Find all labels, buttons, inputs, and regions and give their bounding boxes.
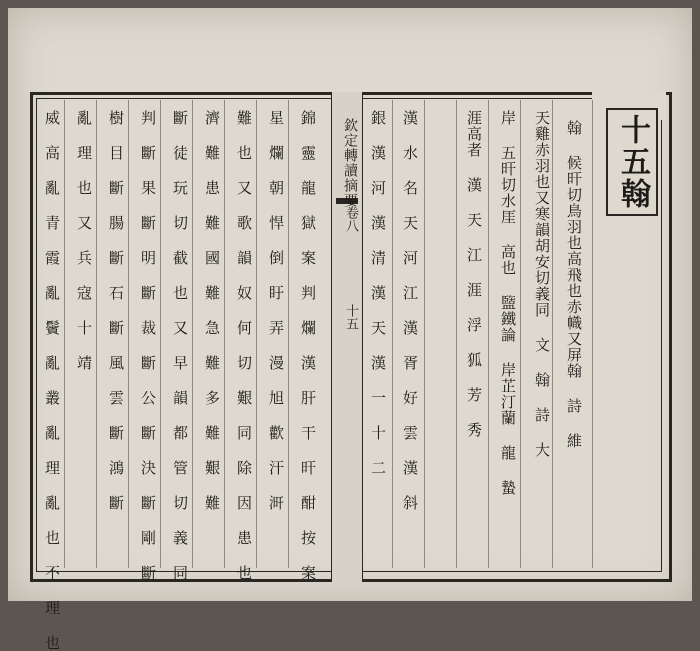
text-column: 天雞赤羽也又寒韻胡安切義同 文 翰 詩 大 [533,110,551,458]
page-number: 十五 [343,304,358,330]
text-column: 難 也 又 歌 韻 奴 何 切 艱 同 除 因 患 也 [235,110,253,581]
text-column: 星 爛 朝 悍 倒 盱 弄 漫 旭 歡 汗 涆 [267,110,285,511]
text-column: 錦 靈 龍 獄 案 判 爛 漢 肝 干 旰 酣 按 案 [299,110,317,581]
book-title: 欽定轉讀摘要 [342,118,358,208]
text-column: 樹 目 斷 腸 斷 石 斷 風 雲 斷 鴻 斷 [107,110,125,511]
text-column: 判 斷 果 斷 明 斷 裁 斷 公 斷 決 斷 剛 斷 [139,110,157,581]
text-column: 翰 候旰切鳥羽也高飛也赤幟又屏翰 詩 維 [565,120,583,449]
text-column: 亂 理 也 又 兵 寇 十 靖 [75,110,93,371]
text-column: 岸 五旰切水厓 高也 盬鐵論 岸芷汀蘭 龍 蟄 [499,110,517,496]
volume-label: 卷八 [343,206,358,232]
section-heading: 十五翰 [606,108,658,216]
text-column: 涯高者 漢 天 江 涯 浮 狐 芳 秀 [465,110,483,438]
text-column: 濟 難 患 難 國 難 急 難 多 難 艱 難 [203,110,221,511]
text-column: 銀 漢 河 漢 清 漢 天 漢 一 十 二 [369,110,387,476]
text-column: 威 高 亂 青 霞 亂 鬢 亂 叢 亂 理 亂 也 不 理 也 [43,110,61,651]
text-column: 漢 水 名 天 河 江 漢 胥 好 雲 漢 斜 [401,110,419,511]
text-column: 斷 徒 玩 切 截 也 又 早 韻 都 管 切 義 同 [171,110,189,581]
